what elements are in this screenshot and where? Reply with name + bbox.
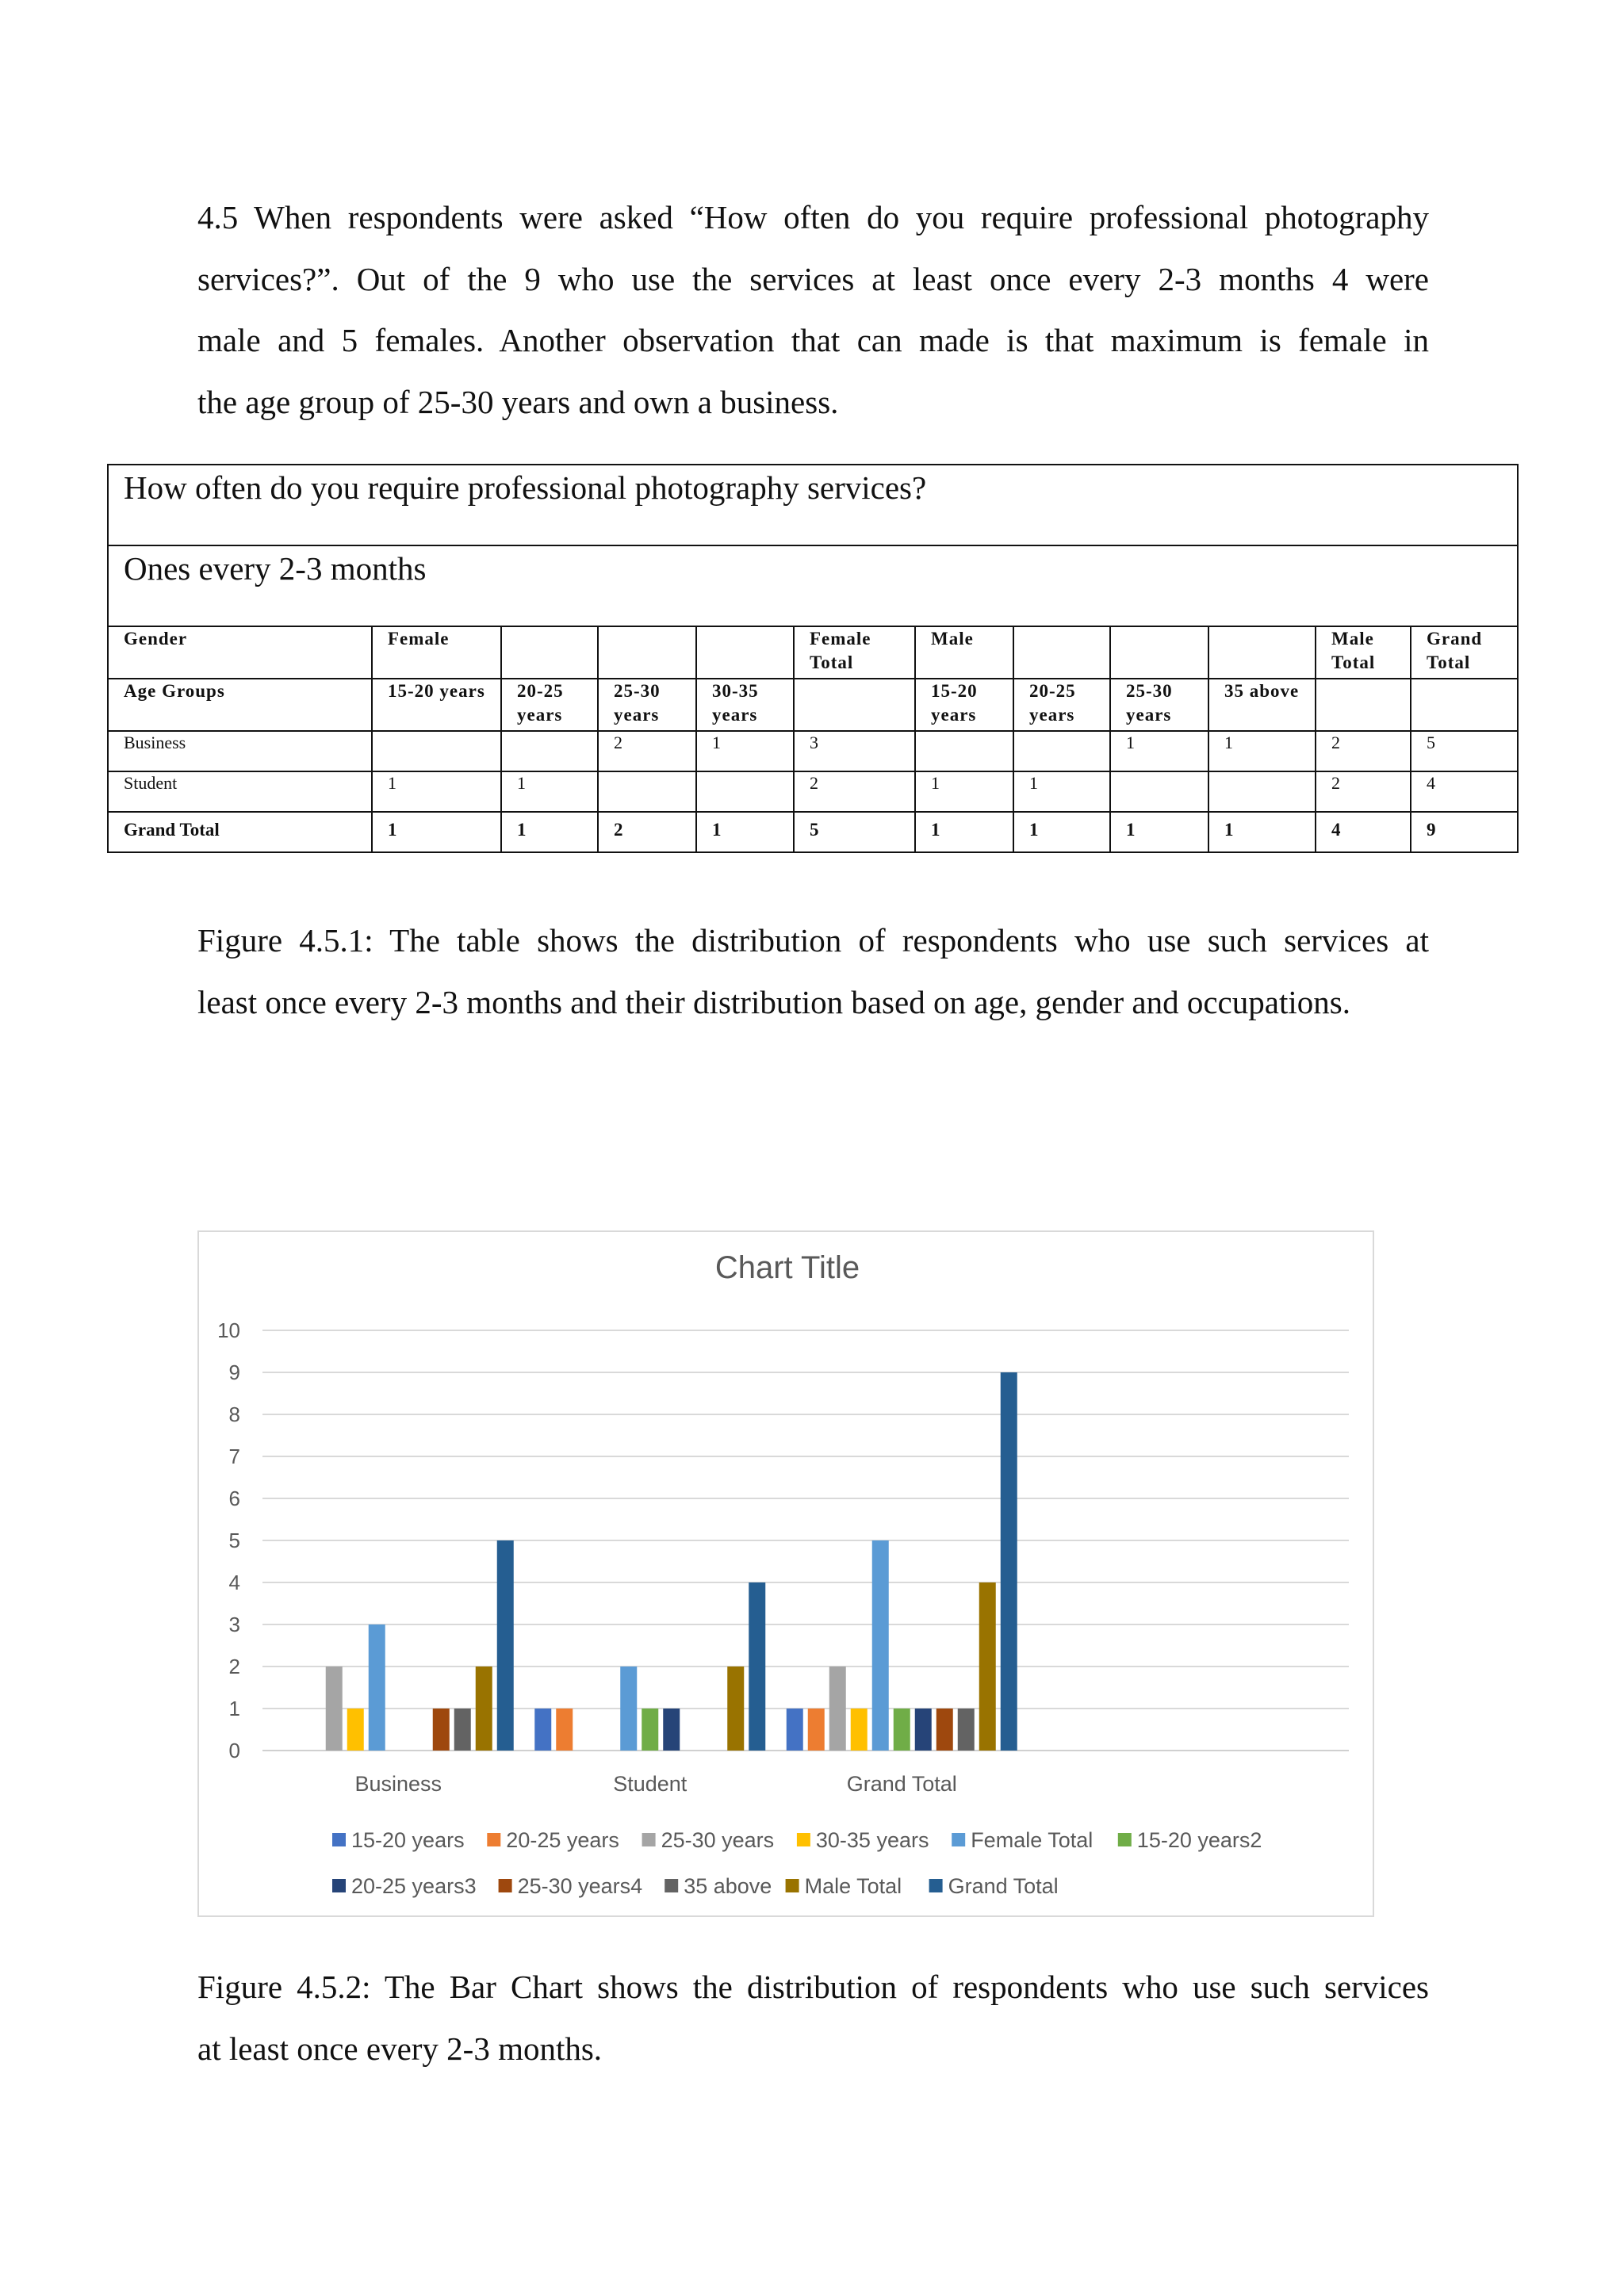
table-cell xyxy=(1013,626,1110,679)
legend-label: Male Total xyxy=(804,1874,902,1898)
table-cell: 2 xyxy=(598,731,696,771)
table-cell xyxy=(1110,771,1208,812)
table-cell xyxy=(598,626,696,679)
bar xyxy=(936,1709,953,1751)
bar xyxy=(620,1667,637,1751)
table-cell: 1 xyxy=(696,731,794,771)
table-cell: 3 xyxy=(794,731,915,771)
table-cell: 35 above xyxy=(1208,679,1316,731)
table-cell: 1 xyxy=(1013,812,1110,852)
table-cell: 30-35 years xyxy=(696,679,794,731)
bar xyxy=(454,1709,471,1751)
table-cell: 9 xyxy=(1411,812,1518,852)
intro-paragraph xyxy=(197,187,1429,433)
table-cell: 1 xyxy=(372,771,501,812)
bar xyxy=(347,1709,364,1751)
bar xyxy=(894,1709,910,1751)
legend-swatch xyxy=(929,1879,943,1892)
table-cell: Business xyxy=(108,731,372,771)
table-cell xyxy=(598,771,696,812)
chart-caption xyxy=(197,1957,1429,2080)
table-cell: 1 xyxy=(501,812,598,852)
legend-label: Grand Total xyxy=(948,1874,1059,1898)
table-cell xyxy=(501,626,598,679)
table-cell: 1 xyxy=(1013,771,1110,812)
y-axis-ticks xyxy=(217,1318,240,1762)
table-cell: 1 xyxy=(1208,731,1316,771)
bar xyxy=(979,1582,996,1751)
bar xyxy=(476,1667,492,1751)
table-cell: 1 xyxy=(1110,731,1208,771)
table-cell: 25-30 years xyxy=(598,679,696,731)
y-tick-label: 3 xyxy=(228,1613,240,1636)
table-frequency: Ones every 2-3 months xyxy=(108,545,1518,626)
y-tick-label: 4 xyxy=(228,1571,240,1594)
legend-label: 25-30 years4 xyxy=(517,1874,643,1898)
table-cell xyxy=(915,731,1013,771)
frequency-table xyxy=(107,464,1519,853)
legend-label: 15-20 years2 xyxy=(1136,1828,1262,1852)
bar xyxy=(369,1624,385,1751)
legend-label: 30-35 years xyxy=(815,1828,929,1852)
gridlines xyxy=(262,1330,1349,1751)
bar xyxy=(749,1582,765,1751)
table-cell: Grand Total xyxy=(108,812,372,852)
table-cell: 15-20 years xyxy=(915,679,1013,731)
table-cell xyxy=(1110,626,1208,679)
bar-chart xyxy=(197,1230,1374,1917)
table-cell: 4 xyxy=(1316,812,1411,852)
table-cell: Male Total xyxy=(1316,626,1411,679)
bar xyxy=(497,1540,514,1751)
legend-label: 20-25 years xyxy=(506,1828,619,1852)
legend-swatch xyxy=(332,1879,346,1892)
y-tick-label: 10 xyxy=(217,1318,240,1342)
chart-title: Chart Title xyxy=(714,1250,860,1285)
legend-swatch xyxy=(952,1833,965,1846)
intro-line: male and 5 females. Another observation that can made is that maximum is female in xyxy=(197,322,1429,358)
bar xyxy=(958,1709,975,1751)
bar xyxy=(727,1667,744,1751)
table-row xyxy=(108,771,1518,812)
x-tick-label: Business xyxy=(354,1772,442,1796)
legend-label: 25-30 years xyxy=(661,1828,775,1852)
bar xyxy=(872,1540,889,1751)
y-tick-label: 2 xyxy=(228,1655,240,1678)
legend-swatch xyxy=(642,1833,656,1846)
table-cell: 20-25 years xyxy=(501,679,598,731)
table-cell: 1 xyxy=(915,812,1013,852)
table-cell: 1 xyxy=(372,812,501,852)
caption-line: at least once every 2-3 months. xyxy=(197,2030,603,2067)
table-cell: 1 xyxy=(915,771,1013,812)
table-caption xyxy=(197,910,1429,1033)
x-tick-label: Grand Total xyxy=(846,1772,957,1796)
legend-label: 20-25 years3 xyxy=(351,1874,477,1898)
caption-line: least once every 2-3 months and their distribution based on age, gender and occupations. xyxy=(197,983,1350,1020)
table-cell: 15-20 years xyxy=(372,679,501,731)
bar xyxy=(787,1709,803,1751)
bar xyxy=(1001,1372,1017,1751)
y-tick-label: 1 xyxy=(228,1697,240,1720)
table-cell: Gender xyxy=(108,626,372,679)
table-cell xyxy=(794,679,915,731)
bar xyxy=(642,1709,658,1751)
table-header-gender xyxy=(108,626,1518,679)
bar xyxy=(433,1709,450,1751)
table-cell: 2 xyxy=(794,771,915,812)
intro-line: services?”. Out of the 9 who use the services at least once every 2-3 months 4 were xyxy=(197,260,1429,297)
table-cell xyxy=(696,771,794,812)
bars xyxy=(326,1372,1017,1751)
table-row xyxy=(108,731,1518,771)
table-cell: Student xyxy=(108,771,372,812)
bar xyxy=(534,1709,551,1751)
table-cell: 2 xyxy=(1316,731,1411,771)
bar xyxy=(851,1709,868,1751)
table-cell xyxy=(1013,731,1110,771)
table-cell: Grand Total xyxy=(1411,626,1518,679)
table-cell: 25-30 years xyxy=(1110,679,1208,731)
table-cell: 1 xyxy=(501,771,598,812)
table-header-age xyxy=(108,679,1518,731)
table-cell: Female Total xyxy=(794,626,915,679)
table-cell xyxy=(1316,679,1411,731)
legend-label: 35 above xyxy=(684,1874,772,1898)
table-cell: Female xyxy=(372,626,501,679)
table-question: How often do you require professional photography services? xyxy=(108,465,1518,545)
table-cell: 1 xyxy=(1208,812,1316,852)
table-cell: Age Groups xyxy=(108,679,372,731)
table-cell xyxy=(372,731,501,771)
table-cell xyxy=(1208,771,1316,812)
legend-swatch xyxy=(487,1833,500,1846)
legend-swatch xyxy=(797,1833,810,1846)
bar-chart-svg xyxy=(199,1232,1373,1915)
y-tick-label: 8 xyxy=(228,1402,240,1426)
x-tick-label: Student xyxy=(613,1772,688,1796)
table-cell: 1 xyxy=(1110,812,1208,852)
table-cell xyxy=(1411,679,1518,731)
y-tick-label: 9 xyxy=(228,1360,240,1384)
bar xyxy=(808,1709,825,1751)
legend-swatch xyxy=(499,1879,512,1892)
bar xyxy=(829,1667,846,1751)
table-cell xyxy=(696,626,794,679)
table-row-grand-total xyxy=(108,812,1518,852)
table-cell: 4 xyxy=(1411,771,1518,812)
bar xyxy=(556,1709,573,1751)
table-cell: 1 xyxy=(696,812,794,852)
legend-label: 15-20 years xyxy=(351,1828,465,1852)
legend-swatch xyxy=(665,1879,678,1892)
y-tick-label: 6 xyxy=(228,1487,240,1510)
table-cell xyxy=(1208,626,1316,679)
legend-swatch xyxy=(1118,1833,1132,1846)
intro-line: the age group of 25-30 years and own a business. xyxy=(197,383,839,420)
legend-swatch xyxy=(332,1833,346,1846)
bar xyxy=(663,1709,680,1751)
table-cell: 5 xyxy=(1411,731,1518,771)
caption-line: Figure 4.5.2: The Bar Chart shows the distribution of respondents who use such services xyxy=(197,1969,1429,2005)
x-axis-labels xyxy=(354,1772,956,1796)
caption-line: Figure 4.5.1: The table shows the distribution of respondents who use such services at xyxy=(197,922,1429,959)
legend-label: Female Total xyxy=(971,1828,1094,1852)
table-cell: Male xyxy=(915,626,1013,679)
y-tick-label: 0 xyxy=(228,1739,240,1762)
legend-swatch xyxy=(786,1879,799,1892)
table-cell: 20-25 years xyxy=(1013,679,1110,731)
table-cell: 5 xyxy=(794,812,915,852)
legend xyxy=(332,1828,1262,1898)
table-cell xyxy=(501,731,598,771)
intro-line: 4.5 When respondents were asked “How often do you require professional photography xyxy=(197,199,1429,235)
y-tick-label: 7 xyxy=(228,1445,240,1468)
table-cell: 2 xyxy=(1316,771,1411,812)
bar xyxy=(326,1667,343,1751)
table-cell: 2 xyxy=(598,812,696,852)
bar xyxy=(915,1709,932,1751)
y-tick-label: 5 xyxy=(228,1529,240,1552)
